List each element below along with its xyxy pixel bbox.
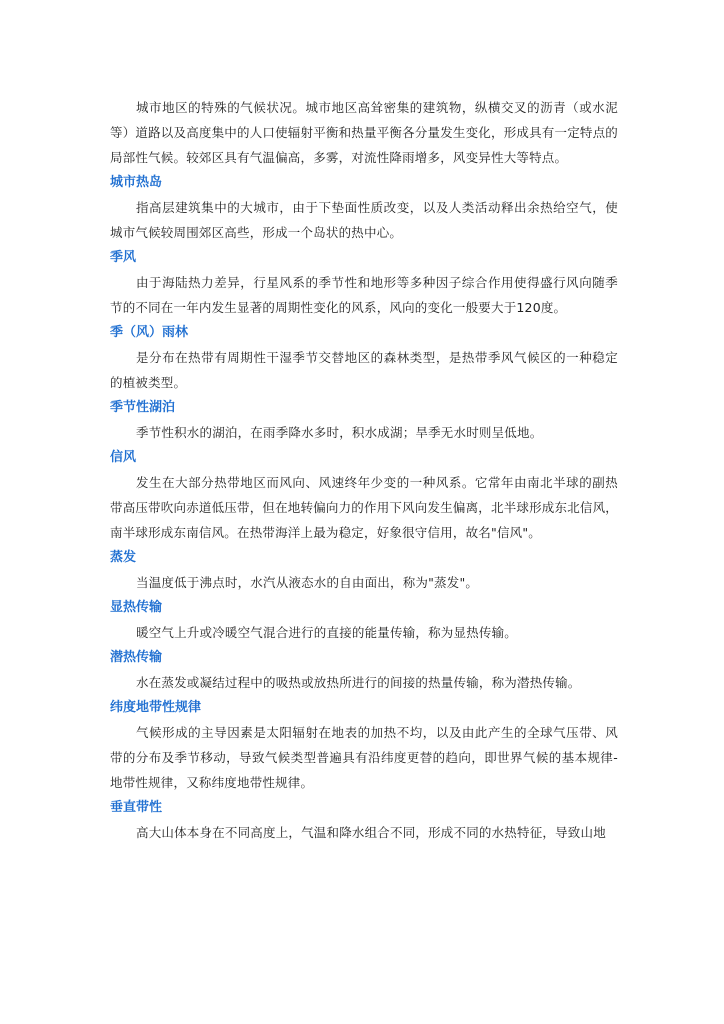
paragraph-sensible-heat: 暖空气上升或冷暖空气混合进行的直接的能量传输，称为显热传输。	[136, 625, 518, 640]
heading-monsoon-rainforest: 季（风）雨林	[110, 325, 189, 340]
heading-urban-heat-island: 城市热岛	[110, 175, 163, 190]
paragraph-seasonal-lake: 季节性积水的湖泊，在雨季降水多时，积水成湖；旱季无水时则呈低地。	[136, 425, 543, 440]
heading-monsoon: 季风	[110, 250, 137, 265]
paragraph-evaporation: 当温度低于沸点时，水汽从液态水的自由面出，称为"蒸发"。	[136, 575, 479, 590]
heading-seasonal-lake: 季节性湖泊	[110, 400, 176, 415]
paragraph-monsoon: 由于海陆热力差异，行星风系的季节性和地形等多种因子综合作用使得盛行风向随季节的不同在一年内发生显著的周期性变化的风系，风向的变化一般要大于120度。	[110, 275, 618, 315]
paragraph-monsoon-rainforest: 是分布在热带有周期性干湿季节交替地区的森林类型，是热带季风气候区的一种稳定的植被类型。	[110, 350, 618, 390]
intro-paragraph: 城市地区的特殊的气候状况。城市地区高耸密集的建筑物，纵横交叉的沥青（或水泥等）道路以及高度集中的人口使辐射平衡和热量平衡各分量发生变化，形成具有一定特点的局部性气候。较郊区具有气温偏高，多雾，对流性降雨增多，风变异性大等特点。	[110, 100, 619, 165]
paragraph-urban-heat-island: 指高层建筑集中的大城市，由于下垫面性质改变，以及人类活动释出余热给空气，使城市气候较周围郊区高些，形成一个岛状的热中心。	[110, 200, 618, 240]
heading-trade-wind: 信风	[110, 450, 137, 465]
heading-latitudinal-zonality: 纬度地带性规律	[110, 700, 202, 715]
heading-latent-heat: 潜热传输	[110, 650, 163, 665]
paragraph-latent-heat: 水在蒸发或凝结过程中的吸热或放热所进行的间接的热量传输，称为潜热传输。	[136, 675, 581, 690]
paragraph-trade-wind: 发生在大部分热带地区而风向、风速终年少变的一种风系。它常年由南北半球的副热带高压带吹向赤道低压带，但在地转偏向力的作用下风向发生偏离，北半球形成东北信风，南半球形成东南信风。在热带海洋上最为稳定，好象很守信用，故名"信风"。	[110, 475, 619, 540]
paragraph-vertical-zonality: 高大山体本身在不同高度上，气温和降水组合不同，形成不同的水热特征，导致山地	[136, 825, 606, 840]
heading-evaporation: 蒸发	[110, 550, 137, 565]
paragraph-latitudinal-zonality: 气候形成的主导因素是太阳辐射在地表的加热不均，以及由此产生的全球气压带、风带的分布及季节移动，导致气候类型普遍具有沿纬度更替的趋向，即世界气候的基本规律-地带性规律，又称纬度地带性规律。	[110, 725, 618, 790]
heading-vertical-zonality: 垂直带性	[110, 800, 163, 815]
document-body	[110, 95, 618, 845]
heading-sensible-heat: 显热传输	[110, 600, 163, 615]
